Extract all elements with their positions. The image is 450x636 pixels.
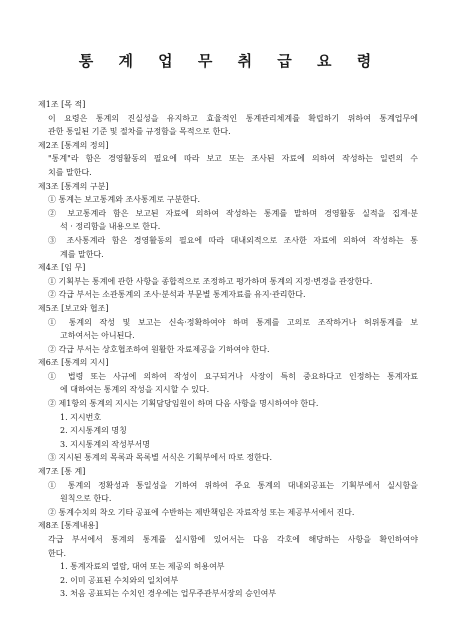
document-text-line: 원칙으로 한다. (60, 494, 112, 504)
article-heading: 제2조 [통계의 정의] (38, 140, 109, 150)
document-text-line: 고하여서는 아니된다. (60, 331, 135, 341)
document-text-line: ② 각급 부서는 상호협조하여 원활한 자료제공을 기하여야 한다. (48, 344, 270, 354)
document-text-line: 2. 지시통계의 명칭 (60, 426, 127, 436)
document-text-line: 1. 지시번호 (60, 412, 102, 422)
article-heading: 제3조 [통계의 구분] (38, 181, 109, 191)
document-text-line: ② 각급 부서는 소관통계의 조사·분석과 부문별 통계자료를 유지·관리한다. (48, 290, 306, 300)
article-heading: 제5조 [보고와 협조] (38, 303, 109, 313)
document-title: 통 계 업 무 취 급 요 령 (78, 52, 382, 70)
document-text-line: 이 요령은 통계의 진실성을 유지하고 효율적인 통계관리체계를 확립하기 위하여 통계업무에 (48, 113, 418, 123)
document-text-line: ③ 조사통계라 함은 경영활동의 필요에 따라 대내외적으로 조사한 자료에 의하여 작성하는 통 (48, 235, 418, 245)
document-text-line: 1. 통계자료의 열람, 대여 또는 제공의 허용여부 (60, 562, 225, 572)
document-text-line: ① 통계는 보고통계와 조사통계로 구분한다. (48, 195, 201, 205)
article-heading: 제4조 [임 무] (38, 263, 86, 273)
document-text-line: ① 법령 또는 사규에 의하여 작성이 요구되거나 사장이 특히 중요하다고 인정하는 통계자료 (48, 371, 418, 381)
document-text-line: "통계"라 함은 경영활동의 필요에 따라 보고 또는 조사된 자료에 의하여 작성하는 일련의 수 (48, 154, 418, 164)
document-text-line: ② 제1항의 통계의 지시는 기획담당임원이 하며 다음 사항을 명시하여야 한다. (48, 399, 319, 409)
document-text-line: ③ 지시된 통계의 목록과 목록별 서식은 기획부에서 따로 정한다. (48, 453, 273, 463)
document-text-line: 3. 지시통계의 작성부서명 (60, 439, 150, 449)
document-text-line: ① 통계의 작성 및 보고는 신속·정확하여야 하며 통계를 고의로 조작하거나 허위통계를 보 (48, 317, 418, 327)
document-text-line: ② 통계수치의 착오 기타 공표에 수반하는 제반책임은 자료작성 또는 제공부서에서 진다. (48, 507, 355, 517)
article-heading: 제7조 [통 계] (38, 467, 86, 477)
article-heading: 제8조 [통계내용] (38, 521, 99, 531)
document-text-line: 2. 이미 공표된 수치와의 일치여부 (60, 575, 179, 585)
document-text-line: 3. 처음 공표되는 수치인 경우에는 업무주관부서장의 승인여부 (60, 589, 277, 599)
document-text-line: ① 기획부는 통계에 관한 사항을 종합적으로 조정하고 평가하며 통계의 지정·변경을 관장한다. (48, 276, 373, 286)
article-heading: 제1조 [목 적] (38, 100, 86, 109)
document-text-line: ② 보고통계라 함은 보고된 자료에 의하여 작성하는 통계를 말하며 경영활동 실적을 집계·분 (48, 208, 418, 218)
document-text-line: 한다. (48, 548, 66, 558)
document-text-line: 치를 말한다. (48, 167, 92, 177)
document-text-line: 석 · 정리함을 내용으로 한다. (60, 222, 161, 232)
document-text-line: 각급 부서에서 통계의 통계를 실시함에 있어서는 다음 각호에 해당하는 사항을 확인하여야 (48, 535, 418, 544)
document-text-line: ① 통계의 정확성과 통일성을 기하여 위하여 주요 통계의 대내외공표는 기획부에서 실시함을 (48, 480, 418, 490)
document-text-line: 에 대하여는 통계의 작성을 지시할 수 있다. (60, 385, 210, 395)
article-heading: 제6조 [통계의 지시] (38, 358, 109, 368)
document-text-line: 계를 말한다. (60, 249, 104, 259)
document-text-line: 관한 통일된 기준 및 절차를 규정함을 목적으로 한다. (48, 127, 231, 137)
document-body (38, 98, 418, 601)
